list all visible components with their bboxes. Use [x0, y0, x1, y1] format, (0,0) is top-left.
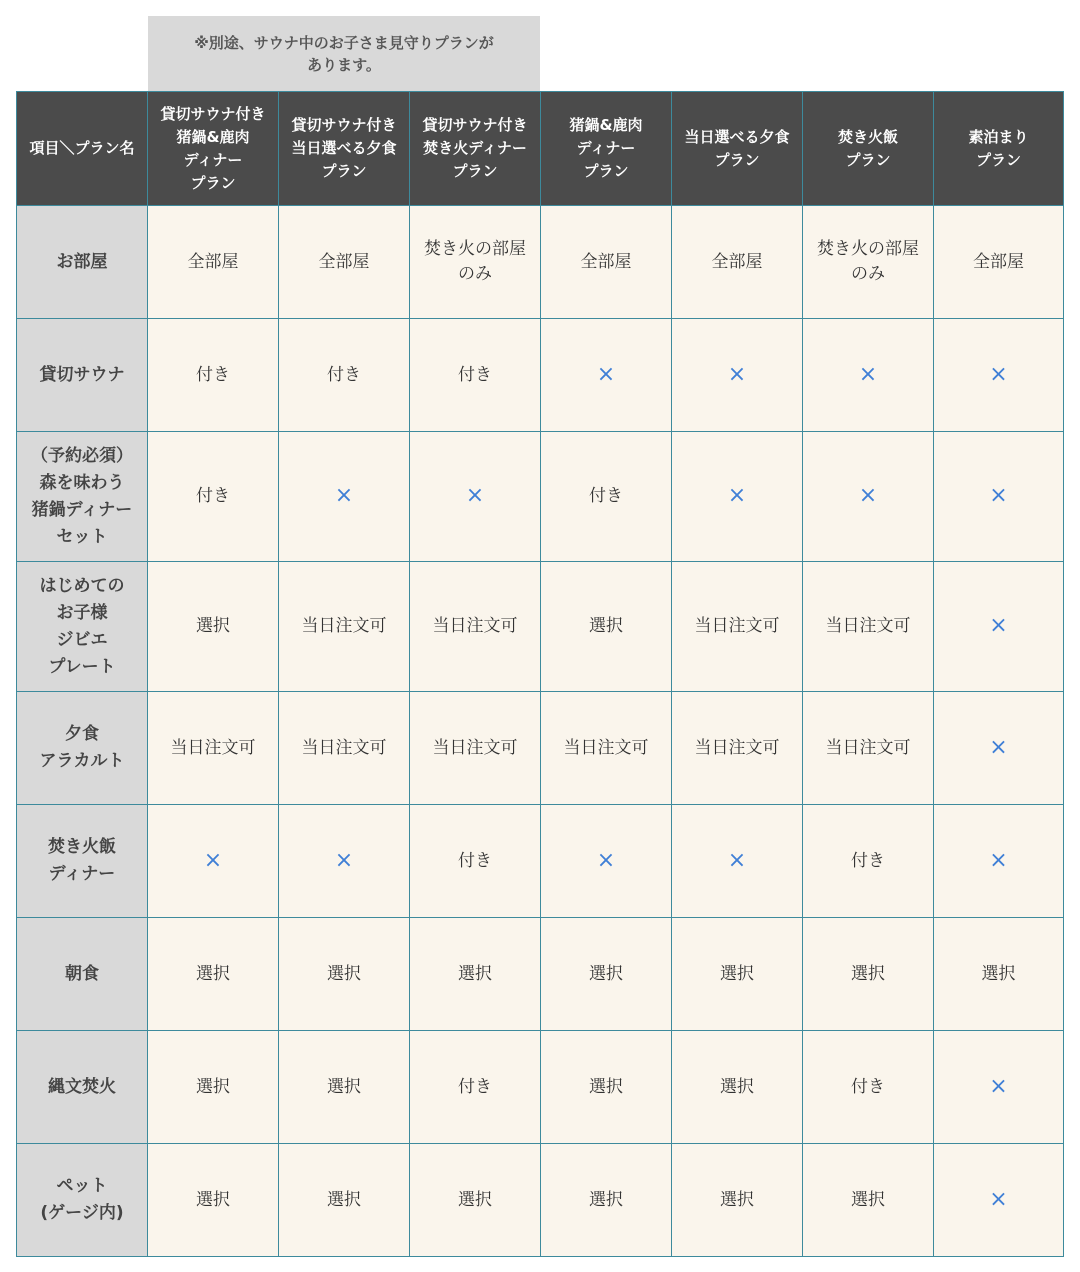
- cross-mark-icon: ×: [989, 483, 1008, 508]
- cell-value: 当日注文可: [301, 737, 387, 758]
- plan-cell: [279, 319, 410, 432]
- plan-header-6: [803, 92, 934, 206]
- cross-mark-icon: ×: [727, 361, 747, 387]
- row-label-line: 焚き火飯: [48, 837, 116, 857]
- cell-value: 当日注文可: [825, 737, 911, 758]
- plan-cell: [541, 918, 672, 1031]
- not-included-cell: [934, 562, 1064, 692]
- cell-value: 選択: [981, 963, 1016, 984]
- plan-cell: [541, 1031, 672, 1144]
- cell-value: のみ: [851, 264, 885, 284]
- row-label-line: プレート: [48, 656, 116, 677]
- row-label-line: お子様: [56, 602, 108, 623]
- row-label-line: アラカルト: [39, 751, 125, 771]
- cell-value: 選択: [589, 963, 623, 984]
- cell-value: 当日注文可: [432, 616, 518, 636]
- plan-name-line: 焚き火ディナー: [423, 139, 527, 157]
- cell-value: 選択: [327, 1076, 361, 1097]
- plan-cell: [279, 692, 410, 805]
- not-included-cell: [541, 805, 672, 918]
- plan-cell: [410, 1144, 541, 1257]
- plan-cell: [672, 562, 803, 692]
- plan-cell: [672, 1144, 803, 1257]
- cross-mark-icon: ×: [989, 734, 1008, 760]
- plan-cell: [803, 918, 934, 1031]
- cell-value: 全部屋: [580, 251, 632, 272]
- cross-mark-icon: ×: [203, 847, 223, 873]
- plan-cell: [672, 1031, 803, 1144]
- cell-value: 選択: [589, 1076, 623, 1097]
- plan-name-line: 貸切サウナ付き: [422, 116, 528, 134]
- row-label-line: セット: [56, 526, 108, 547]
- plan-cell: [541, 432, 672, 562]
- table-body: [17, 206, 1064, 1257]
- cell-value: 当日注文可: [170, 737, 256, 758]
- cell-value: 選択: [458, 963, 492, 984]
- cross-mark-icon: ×: [989, 361, 1008, 387]
- not-included-cell: [803, 319, 934, 432]
- plan-cell: [410, 805, 541, 918]
- plan-name-line: 当日選べる夕食: [684, 127, 790, 146]
- row-label-line: 夕食: [65, 724, 99, 744]
- plan-cell: [279, 1031, 410, 1144]
- plan-name-line: 素泊まり: [968, 127, 1029, 146]
- table-row: [17, 1031, 1064, 1144]
- cell-value: 全部屋: [711, 251, 763, 272]
- cell-value: のみ: [458, 264, 492, 284]
- cell-value: 選択: [589, 616, 623, 636]
- plan-cell: [934, 918, 1064, 1031]
- plan-cell: [672, 918, 803, 1031]
- plan-header-3: [410, 92, 541, 206]
- plan-name-line: 貸切サウナ付き: [160, 104, 266, 123]
- cell-value: 付き: [327, 364, 361, 385]
- cell-value: 当日注文可: [694, 737, 780, 758]
- plan-cell: [672, 206, 803, 319]
- row-label: [17, 805, 148, 918]
- plan-cell: [148, 432, 279, 562]
- not-included-cell: [541, 319, 672, 432]
- plan-cell: [803, 562, 934, 692]
- cell-value: 全部屋: [318, 251, 370, 272]
- plan-cell: [279, 918, 410, 1031]
- cell-value: 当日注文可: [432, 737, 518, 758]
- plan-cell: [148, 1144, 279, 1257]
- plan-name-line: プラン: [321, 162, 367, 180]
- plan-cell: [803, 1144, 934, 1257]
- cell-value: 選択: [720, 963, 754, 984]
- cell-value: 全部屋: [973, 251, 1024, 272]
- cell-value: 当日注文可: [301, 616, 387, 636]
- not-included-cell: [934, 1144, 1064, 1257]
- cross-mark-icon: ×: [596, 847, 616, 873]
- cross-mark-icon: ×: [989, 613, 1008, 638]
- row-label-line: ジビエ: [56, 629, 108, 650]
- plan-header-7: [934, 92, 1064, 206]
- cell-value: 選択: [196, 1189, 230, 1210]
- row-label-line: 猪鍋ディナー: [31, 499, 133, 520]
- plan-cell: [410, 319, 541, 432]
- plan-cell: [803, 692, 934, 805]
- plan-cell: [148, 918, 279, 1031]
- row-label: [17, 1031, 148, 1144]
- table-row: [17, 319, 1064, 432]
- cell-value: 全部屋: [187, 251, 239, 272]
- not-included-cell: [934, 692, 1064, 805]
- cell-value: 付き: [589, 486, 623, 506]
- row-label: [17, 562, 148, 692]
- cell-value: 付き: [196, 486, 230, 506]
- cross-mark-icon: ×: [989, 1073, 1008, 1099]
- plan-note: [148, 16, 540, 91]
- cell-value: 付き: [851, 1076, 885, 1097]
- cell-value: 選択: [327, 1189, 361, 1210]
- plan-cell: [148, 692, 279, 805]
- row-label-line: ペット: [56, 1176, 108, 1196]
- cross-mark-icon: ×: [727, 847, 747, 873]
- row-label-line: お部屋: [56, 251, 108, 272]
- table-row: [17, 432, 1064, 562]
- plan-cell: [803, 206, 934, 319]
- not-included-cell: [672, 319, 803, 432]
- cross-mark-icon: ×: [596, 361, 616, 387]
- plan-header-5: [672, 92, 803, 206]
- cell-value: 付き: [196, 364, 230, 385]
- cell-value: 焚き火の部屋: [424, 239, 526, 259]
- not-included-cell: [672, 805, 803, 918]
- cell-value: 選択: [458, 1189, 492, 1210]
- plan-name-line: プラン: [452, 162, 498, 180]
- cross-mark-icon: ×: [858, 361, 878, 387]
- cell-value: 付き: [458, 364, 492, 385]
- not-included-cell: [279, 432, 410, 562]
- row-label: [17, 692, 148, 805]
- table-row: [17, 692, 1064, 805]
- plan-header-2: [279, 92, 410, 206]
- cell-value: 選択: [720, 1076, 754, 1097]
- plan-name-line: プラン: [190, 173, 236, 192]
- plan-cell: [279, 206, 410, 319]
- plan-name-line: 猪鍋&鹿肉: [176, 127, 250, 146]
- row-label-line: 貸切サウナ: [39, 364, 125, 385]
- cross-mark-icon: ×: [334, 483, 354, 508]
- row-label-line: ディナー: [48, 864, 116, 884]
- plan-cell: [541, 1144, 672, 1257]
- row-label: [17, 319, 148, 432]
- cell-value: 選択: [851, 1189, 885, 1210]
- plan-header-4: [541, 92, 672, 206]
- table-row: [17, 562, 1064, 692]
- not-included-cell: [672, 432, 803, 562]
- plan-cell: [410, 918, 541, 1031]
- plan-cell: [148, 562, 279, 692]
- plan-note-line: ※別途、サウナ中のお子さま見守りプランが: [194, 33, 494, 52]
- cell-value: 選択: [196, 1076, 230, 1097]
- plan-cell: [541, 206, 672, 319]
- not-included-cell: [803, 432, 934, 562]
- plan-name-line: 猪鍋&鹿肉: [569, 116, 643, 134]
- plan-cell: [672, 692, 803, 805]
- cell-value: 選択: [196, 616, 230, 636]
- cell-value: 選択: [589, 1189, 623, 1210]
- not-included-cell: [934, 319, 1064, 432]
- table-row: [17, 805, 1064, 918]
- header-row: [17, 92, 1064, 206]
- not-included-cell: [934, 432, 1064, 562]
- plan-cell: [803, 805, 934, 918]
- plan-cell: [148, 206, 279, 319]
- table-row: [17, 918, 1064, 1031]
- plan-comparison-table: [16, 91, 1064, 1257]
- header-corner-label: 項目＼プラン名: [29, 139, 135, 157]
- plan-cell: [148, 1031, 279, 1144]
- plan-name-line: プラン: [583, 162, 629, 180]
- plan-note-line: あります。: [307, 55, 381, 74]
- cell-value: 選択: [196, 963, 230, 984]
- row-label-line: (ゲージ内): [40, 1203, 124, 1223]
- plan-cell: [803, 1031, 934, 1144]
- plan-cell: [410, 1031, 541, 1144]
- header-corner-cell: [17, 92, 148, 206]
- cross-mark-icon: ×: [727, 483, 747, 508]
- plan-name-line: 当日選べる夕食: [291, 139, 397, 157]
- row-label: [17, 918, 148, 1031]
- cell-value: 選択: [720, 1189, 754, 1210]
- cross-mark-icon: ×: [989, 847, 1008, 873]
- not-included-cell: [279, 805, 410, 918]
- row-label-line: 森を味わう: [39, 472, 125, 493]
- plan-name-line: ディナー: [576, 139, 636, 157]
- cell-value: 焚き火の部屋: [817, 239, 919, 259]
- not-included-cell: [410, 432, 541, 562]
- plan-cell: [410, 206, 541, 319]
- plan-header-1: [148, 92, 279, 206]
- plan-name-line: 貸切サウナ付き: [291, 116, 397, 134]
- row-label: [17, 1144, 148, 1257]
- cell-value: 付き: [458, 850, 492, 871]
- plan-cell: [279, 562, 410, 692]
- row-label-line: （予約必須）: [31, 445, 133, 466]
- row-label-line: はじめての: [39, 575, 125, 596]
- plan-name-line: プラン: [975, 150, 1021, 169]
- cross-mark-icon: ×: [465, 483, 485, 508]
- plan-cell: [410, 562, 541, 692]
- row-label-line: 縄文焚火: [48, 1076, 116, 1097]
- row-label: [17, 432, 148, 562]
- plan-cell: [934, 206, 1064, 319]
- table-row: [17, 206, 1064, 319]
- not-included-cell: [934, 1031, 1064, 1144]
- not-included-cell: [148, 805, 279, 918]
- plan-name-line: プラン: [845, 150, 891, 169]
- cell-value: 選択: [327, 963, 361, 984]
- cell-value: 当日注文可: [825, 616, 911, 636]
- plan-cell: [279, 1144, 410, 1257]
- cross-mark-icon: ×: [858, 483, 878, 508]
- cell-value: 付き: [458, 1076, 492, 1097]
- plan-cell: [541, 692, 672, 805]
- table-row: [17, 1144, 1064, 1257]
- plan-name-line: プラン: [714, 150, 760, 169]
- plan-cell: [541, 562, 672, 692]
- plan-cell: [410, 692, 541, 805]
- cross-mark-icon: ×: [334, 847, 354, 873]
- cross-mark-icon: ×: [989, 1186, 1008, 1212]
- plan-cell: [148, 319, 279, 432]
- row-label: [17, 206, 148, 319]
- cell-value: 当日注文可: [563, 737, 649, 758]
- cell-value: 付き: [851, 850, 885, 871]
- row-label-line: 朝食: [65, 963, 99, 984]
- cell-value: 当日注文可: [694, 616, 780, 636]
- cell-value: 選択: [851, 963, 885, 984]
- plan-name-line: ディナー: [183, 150, 243, 169]
- not-included-cell: [934, 805, 1064, 918]
- plan-name-line: 焚き火飯: [837, 127, 898, 146]
